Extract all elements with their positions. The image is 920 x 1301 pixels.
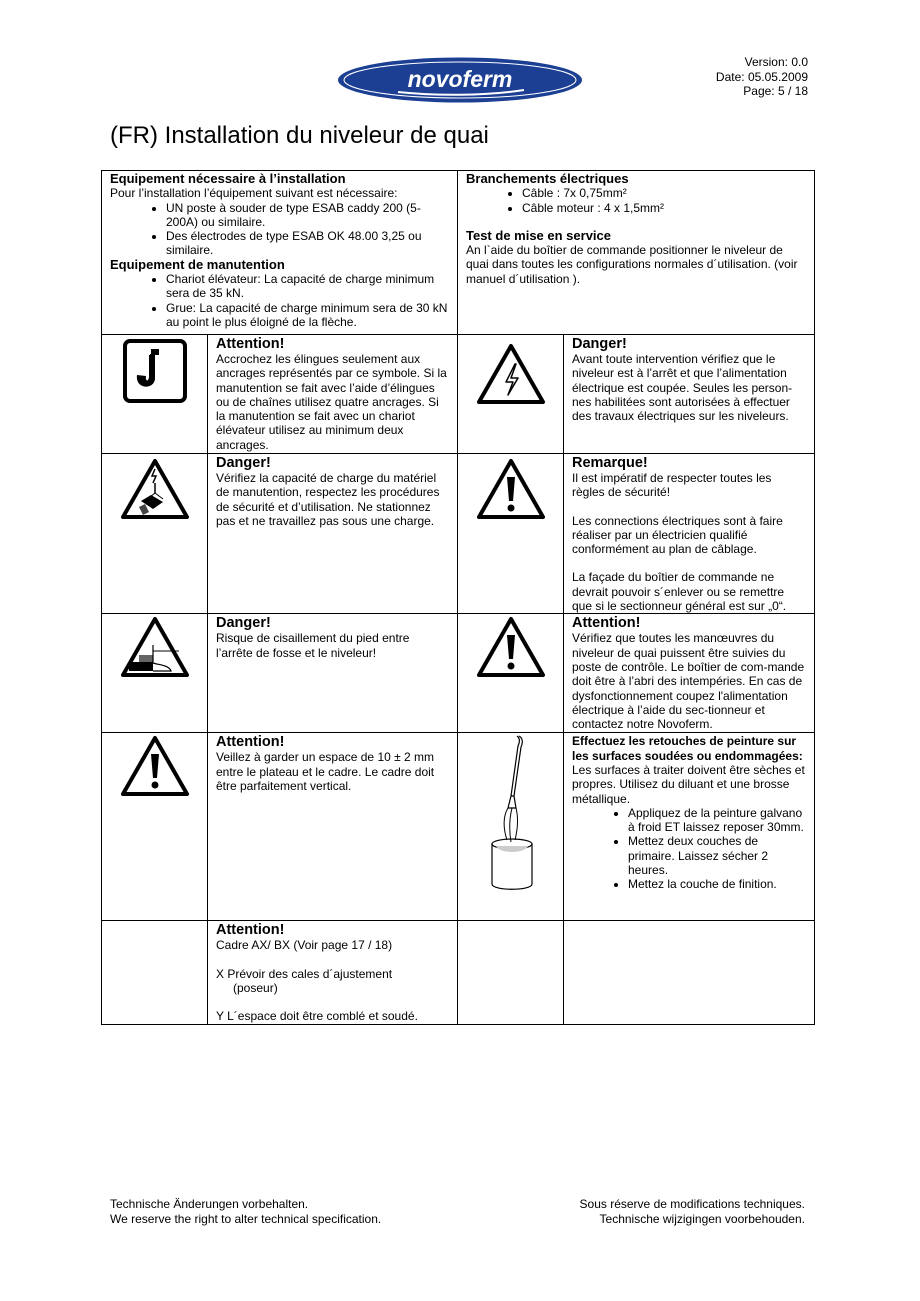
notice-text: Les surfaces à traiter doivent être sèches et propres. Utilisez du diluant et une brosse métallique. — [572, 762, 805, 806]
empty-cell — [564, 921, 815, 1025]
list-item: • UN poste à souder de type ESAB caddy 200 (5-200A) ou similaire. — [166, 201, 449, 230]
x-note: X Prévoir des cales d´ajustement — [216, 966, 393, 981]
notice-cell — [564, 733, 815, 921]
notice-text: Veillez à garder un espace de 10 ± 2 mm entre le plateau et le cadre. Le cadre doit être parfaitement vertical. — [216, 750, 435, 793]
notice-title: Danger! — [216, 615, 271, 632]
notice-cell — [564, 454, 815, 614]
list-item: • Appliquez de la peinture galvano à froid ET laissez reposer 30mm. — [628, 806, 806, 835]
notice-text: Vérifiez la capacité de charge du matériel de manutention, respectez les procédures de sécurité et d’utilisation. Ne stationnez pas et ne travaillez pas sous une charge. — [216, 471, 440, 528]
notice-paragraph: Les connections électriques sont à faire réaliser par un électricien qualifié conformément au plan de câblage. — [572, 513, 783, 557]
logo-text: novoferm — [407, 66, 513, 92]
frame-reference: Cadre AX/ BX (Voir page 17 / 18) — [216, 938, 393, 953]
list-item: • Câble : 7x 0,75mm² — [522, 186, 806, 200]
notice-title: Attention! — [216, 922, 285, 939]
notice-title: Attention! — [216, 734, 285, 751]
footer-note-en: We reserve the right to alter technical specification. — [110, 1211, 382, 1226]
notice-paragraph: Il est impératif de respecter toutes les règles de sécurité! — [572, 471, 772, 500]
suspended-load-icon — [119, 457, 191, 521]
icon-cell — [102, 335, 208, 454]
icon-cell — [102, 614, 208, 733]
footer-left — [110, 1197, 381, 1226]
list-item: • Chariot élévateur: La capacité de charge minimum sera de 35 kN. — [166, 272, 449, 301]
empty-cell — [102, 921, 208, 1025]
notice-text: Risque de cisaillement du pied entre l’arrête de fosse et le niveleur! — [216, 631, 410, 660]
notice-cell — [208, 921, 458, 1025]
notice-cell — [564, 335, 815, 454]
warning-exclamation-icon — [475, 457, 547, 521]
equipment-list — [110, 201, 449, 258]
notice-text: Vérifiez que toutes les manœuvres du niveleur de quai puissent être suivies du poste de contrôle. Le boîtier de com-mande doit être à l’abri des intempéries. En cas de dysfonctionnement coupez l'alimentation électrique à l’aide du sec-tionneur et contactez notre Novoferm. — [572, 631, 805, 732]
notice-title: Danger! — [572, 336, 627, 352]
table-row — [102, 335, 815, 454]
y-note: Y L´espace doit être comblé et soudé. — [216, 1009, 418, 1024]
notice-cell — [208, 733, 458, 921]
notice-title: Effectuez les retouches de peinture sur les surfaces soudées ou endommagées: — [572, 734, 803, 763]
page-title: (FR) Installation du niveleur de quai — [110, 122, 489, 149]
list-item: • Mettez deux couches de primaire. Laissez sécher 2 heures. — [628, 834, 806, 877]
notice-cell — [208, 614, 458, 733]
icon-cell — [102, 454, 208, 614]
document-meta — [716, 55, 808, 99]
notice-title: Attention! — [572, 615, 641, 632]
icon-cell — [102, 733, 208, 921]
equipment-intro: Pour l’installation l’équipement suivant est nécessaire: — [110, 186, 398, 201]
table-row — [102, 733, 815, 921]
list-item: • Mettez la couche de finition. — [628, 877, 806, 891]
notice-text: Avant toute intervention vérifiez que le niveleur est à l’arrêt et que l’alimentation électrique est coupée. Seules les person-nes habilitées sont autorisées à effectuer des travaux électriques sur les niveleurs. — [572, 352, 793, 424]
notice-cell — [208, 454, 458, 614]
table-row — [102, 614, 815, 733]
equipment-cell — [102, 171, 458, 335]
notice-cell — [208, 335, 458, 454]
empty-cell — [458, 921, 564, 1025]
notice-paragraph: La façade du boîtier de commande ne devrait pouvoir s´enlever ou se remettre que si le sectionneur général est sur „0“. — [572, 570, 787, 614]
equipment-title: Equipement nécessaire à l’installation — [110, 171, 346, 186]
requirements-row — [102, 171, 815, 335]
electrical-title: Branchements électriques — [466, 171, 629, 186]
warning-exclamation-icon — [119, 734, 191, 798]
instruction-table — [101, 170, 815, 1025]
icon-cell — [458, 733, 564, 921]
list-item: • Câble moteur : 4 x 1,5mm² — [522, 201, 806, 215]
table-row — [102, 454, 815, 614]
notice-text: Accrochez les élingues seulement aux ancrages représentés par ce symbole. Si la manutention se fait avec l’aide d’élingues ou de chaînes utilisez quatre ancrages. Si la manutention se fait avec un chariot élévateur utilisez au minimum deux ancrages. — [216, 352, 447, 452]
test-text: An l`aide du boîtier de commande positionner le niveleur de quai dans toutes les configurations normales d´utilisation. (voir manuel d´utilisation ). — [466, 243, 798, 286]
electrical-list — [466, 186, 806, 215]
notice-title: Attention! — [216, 336, 285, 352]
crane-hook-icon — [122, 338, 188, 404]
electrical-hazard-icon — [475, 342, 547, 406]
footer-note-nl: Technische wijzigingen voorbehouden. — [599, 1211, 805, 1226]
icon-cell — [458, 614, 564, 733]
icon-cell — [458, 335, 564, 454]
notice-cell — [564, 614, 815, 733]
paint-steps-list — [572, 806, 806, 892]
electrical-cell — [458, 171, 815, 335]
novoferm-logo — [336, 56, 584, 104]
version: Version: 0.0 — [744, 55, 808, 69]
test-title: Test de mise en service — [466, 227, 612, 243]
x-note-continued: (poseur) — [233, 980, 278, 995]
footer-note-fr: Sous réserve de modifications techniques. — [579, 1197, 805, 1211]
list-item: • Grue: La capacité de charge minimum sera de 30 kN au point le plus éloigné de la flèche. — [166, 301, 449, 330]
list-item: • Des électrodes de type ESAB OK 48.00 3,25 ou similaire. — [166, 229, 449, 258]
date: Date: 05.05.2009 — [715, 69, 808, 84]
notice-title: Remarque! — [572, 455, 648, 471]
paint-brush-icon — [481, 734, 541, 896]
notice-title: Danger! — [216, 455, 271, 471]
footer-right — [580, 1197, 805, 1226]
footer-note-de: Technische Änderungen vorbehalten. — [110, 1197, 309, 1211]
warning-exclamation-icon — [475, 615, 547, 679]
icon-cell — [458, 454, 564, 614]
table-row — [102, 921, 815, 1025]
handling-list — [110, 272, 449, 329]
handling-title: Equipement de manutention — [110, 256, 285, 272]
foot-crush-icon — [119, 615, 191, 679]
page-number: Page: 5 / 18 — [743, 84, 808, 98]
